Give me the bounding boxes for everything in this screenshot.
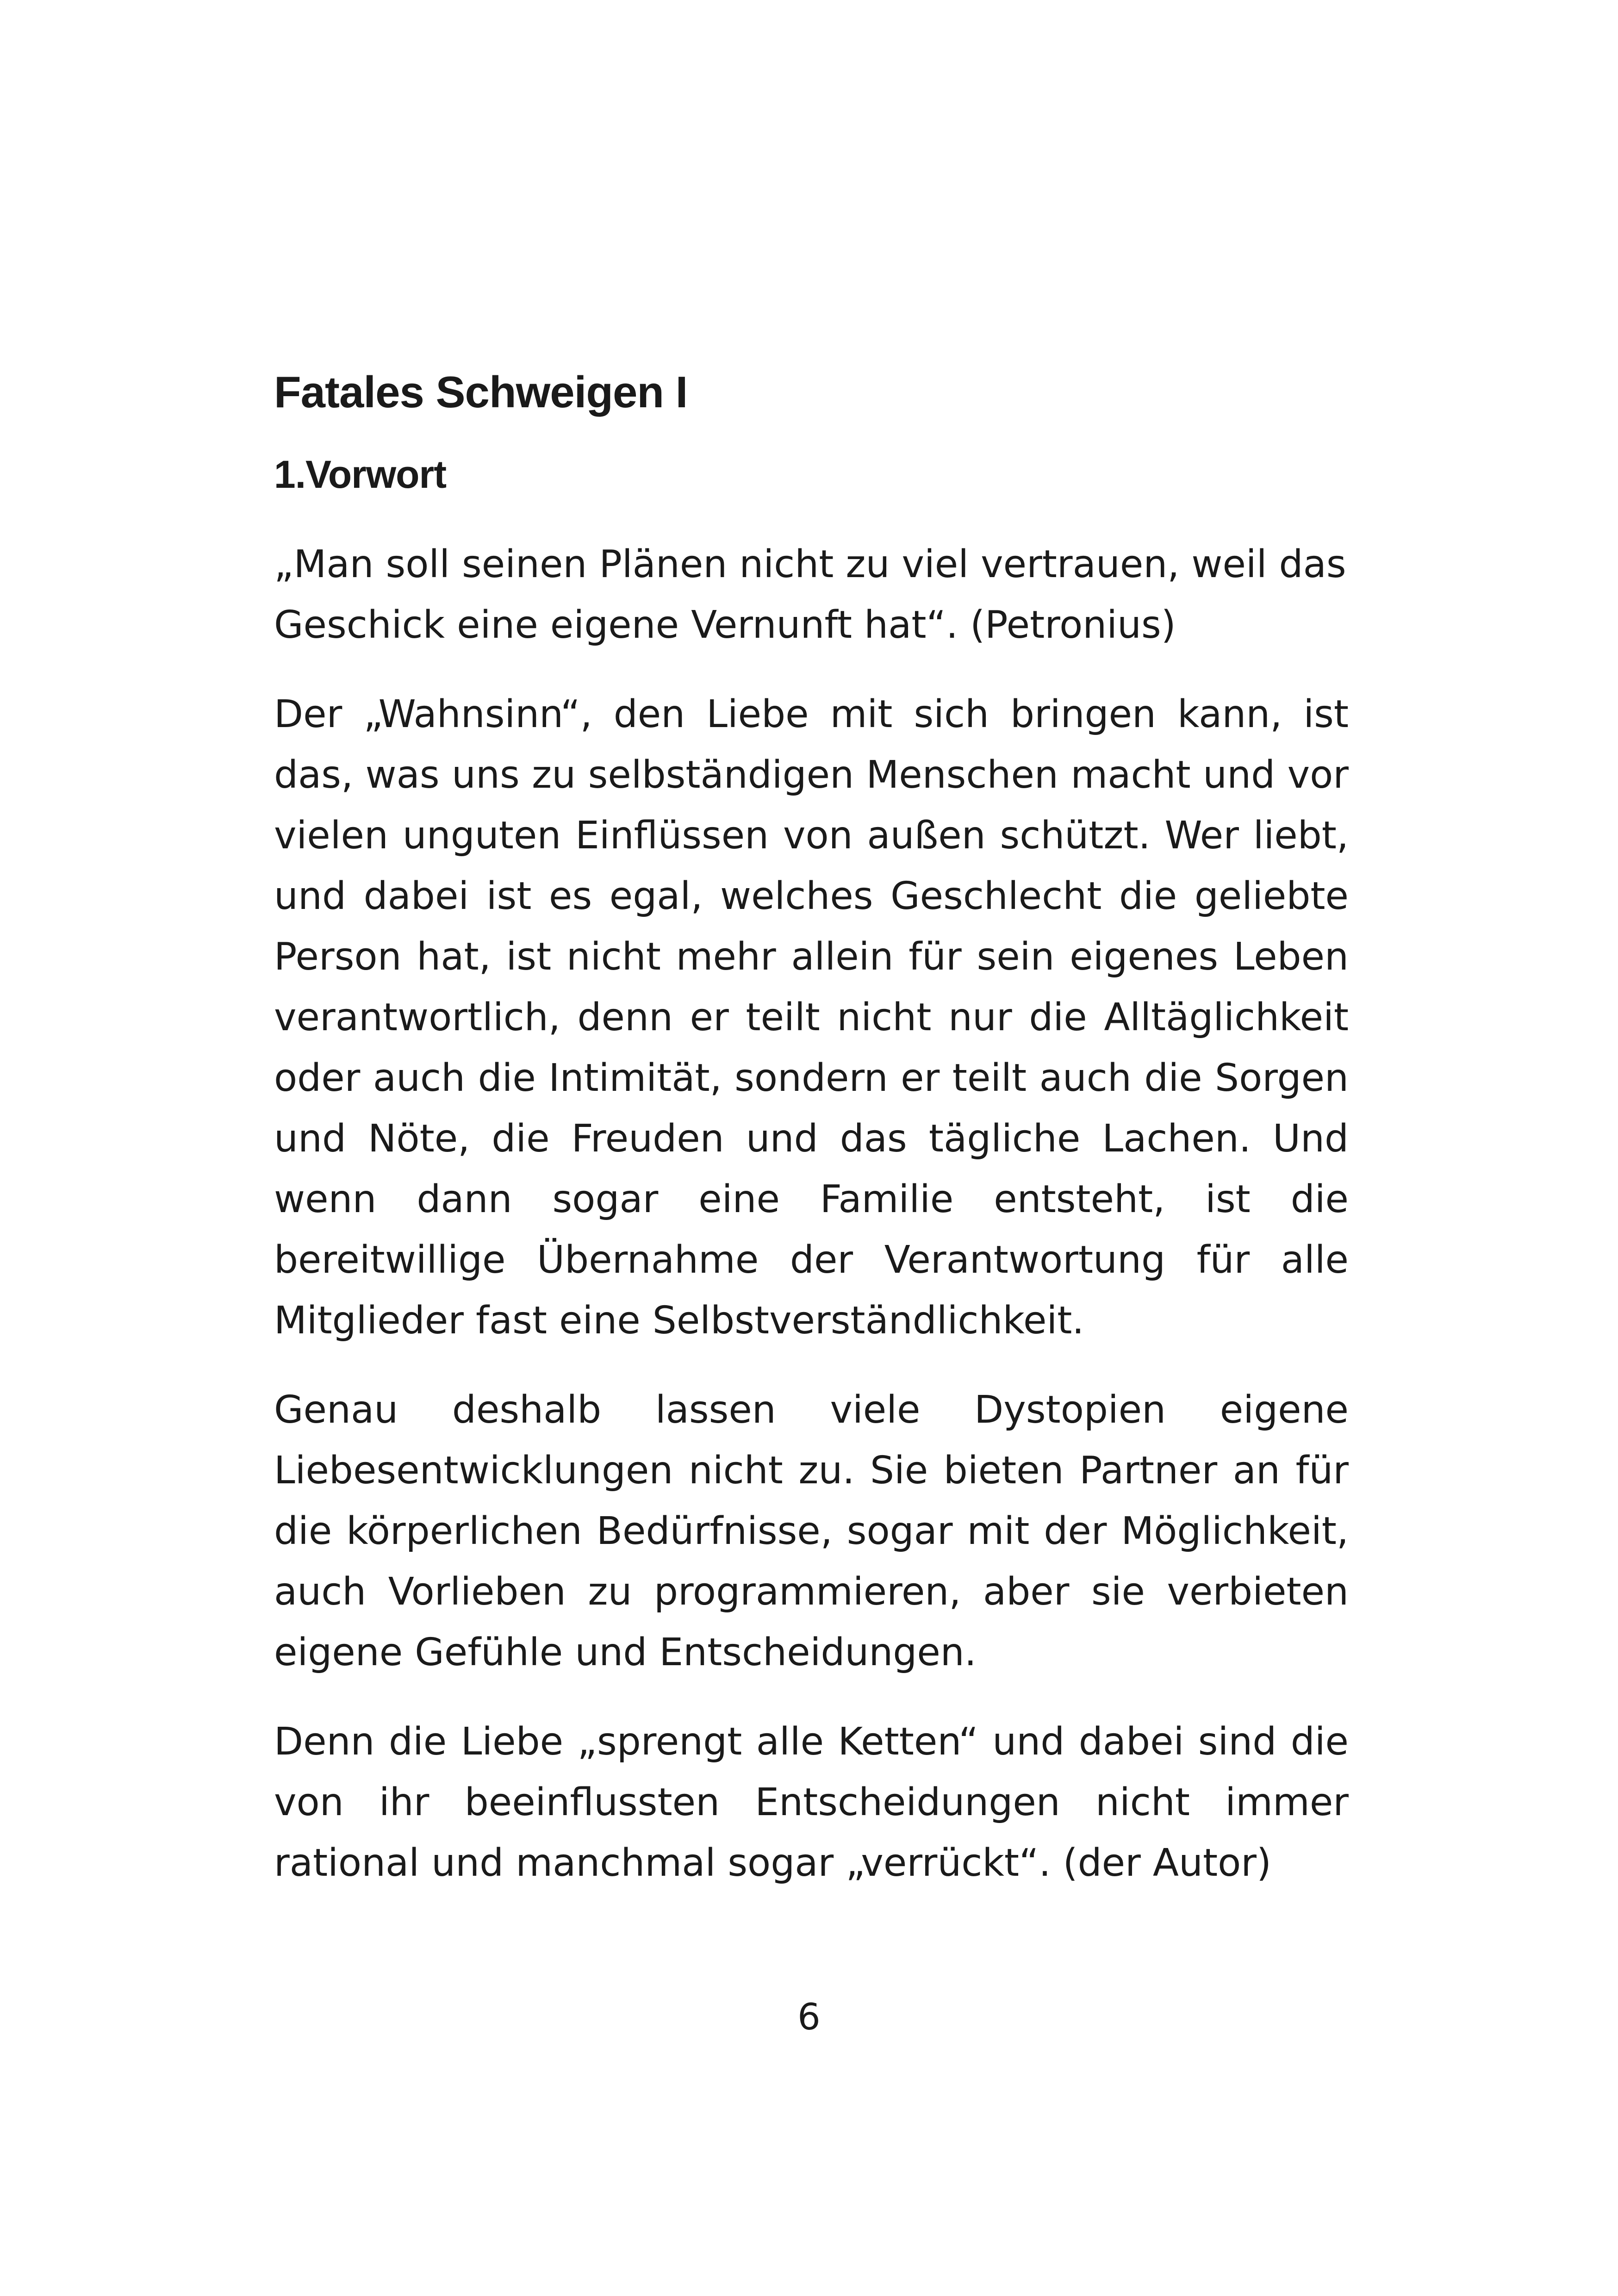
epigraph-quote: „Man soll seinen Plänen nicht zu viel vertrauen, weil das Geschick eine eigene Vernunft hat“. (Petronius) — [274, 542, 1346, 647]
closing-quote: Denn die Liebe „sprengt alle Ketten“ und dabei sind die von ihr beeinflussten Entscheidungen nicht immer rational und manchmal sogar „verrückt“. (der Autor) — [274, 1719, 1349, 1885]
page-number: 6 — [797, 1997, 821, 2038]
book-title: Fatales Schweigen I — [274, 367, 688, 417]
body-paragraph: Der „Wahnsinn“, den Liebe mit sich bringen kann, ist das, was uns zu selbständigen Menschen macht und vor vielen unguten Einflüssen von außen schützt. Wer liebt, und dabei ist es egal, welches Geschlecht die geliebte Person hat, ist nicht mehr allein für sein eigenes Leben verantwortlich, denn er teilt nicht nur die Alltäglichkeit oder auch die Intimität, sondern er teilt auch die Sorgen und Nöte, die Freuden und das tägliche Lachen. Und wenn dann sogar eine Familie entsteht, ist die bereitwillige Übernahme der Verantwortung für alle Mitglieder fast eine Selbstverständlichkeit. — [274, 692, 1349, 1343]
body-paragraph: Genau deshalb lassen viele Dystopien eigene Liebesentwicklungen nicht zu. Sie bieten Partner an für die körperlichen Bedürfnisse, sogar mit der Möglichkeit, auch Vorlieben zu programmieren, aber sie verbieten eigene Gefühle und Entscheidungen. — [274, 1388, 1349, 1674]
chapter-title: 1.Vorwort — [274, 453, 447, 497]
page-content — [274, 366, 1349, 1922]
